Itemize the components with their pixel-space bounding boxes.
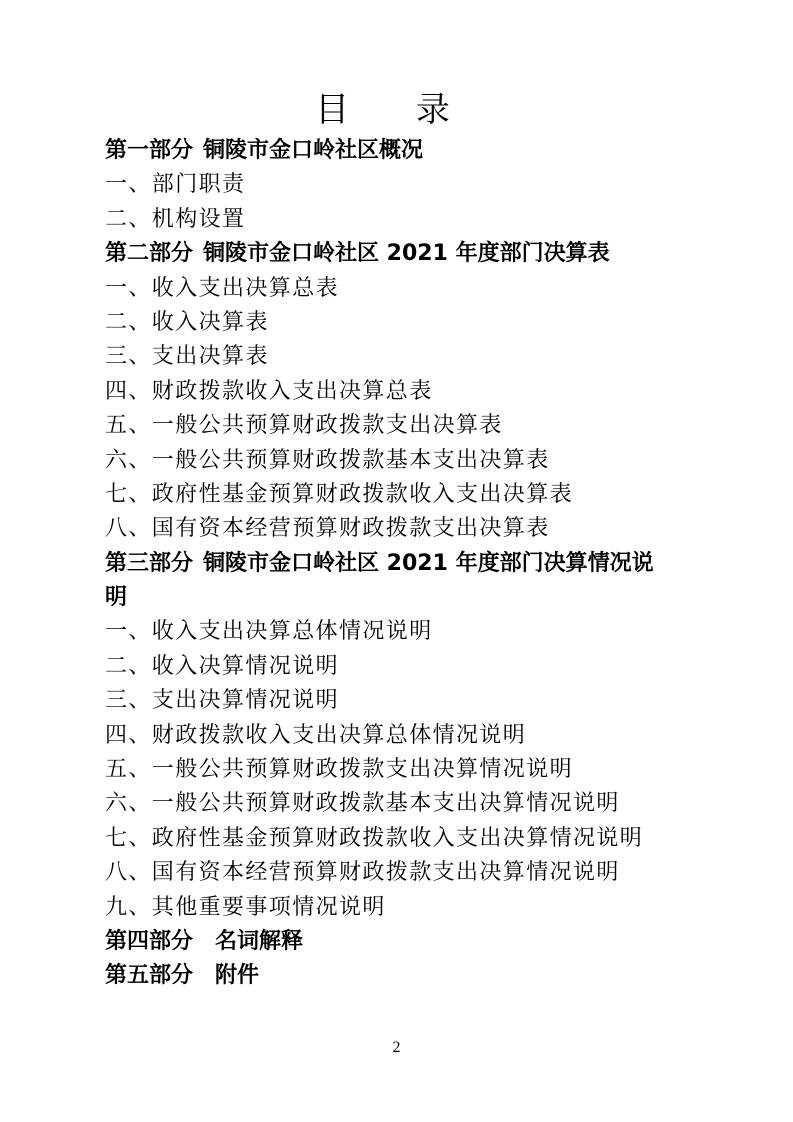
toc-item: 五、一般公共预算财政拨款支出决算情况说明: [105, 757, 574, 783]
table-of-contents: [105, 134, 705, 994]
part-title: 名词解释: [215, 928, 304, 954]
toc-item: 二、机构设置: [105, 206, 246, 232]
part-number: 第一部分: [105, 138, 194, 163]
toc-part-3-continued: 明: [105, 585, 128, 611]
toc-item: 四、财政拨款收入支出决算总表: [105, 378, 433, 404]
toc-part-1: [105, 134, 705, 168]
part-title: 铜陵市金口岭社区 2021 年度部门决算表: [203, 241, 610, 267]
toc-part-3: [105, 547, 705, 581]
page-number: 2: [392, 1039, 401, 1056]
part-number: 第五部分: [105, 963, 194, 989]
toc-item: 八、国有资本经营预算财政拨款支出决算表: [105, 516, 550, 542]
toc-item: 二、收入决算表: [105, 309, 269, 335]
part-title: 铜陵市金口岭社区 2021 年度部门决算情况说: [203, 550, 654, 576]
toc-item: 六、一般公共预算财政拨款基本支出决算表: [105, 447, 550, 473]
toc-item: 三、支出决算情况说明: [105, 688, 340, 714]
toc-item: 四、财政拨款收入支出决算总体情况说明: [105, 722, 527, 748]
toc-item: 三、支出决算表: [105, 344, 269, 370]
toc-part-5: [105, 959, 705, 993]
toc-item: 八、国有资本经营预算财政拨款支出决算情况说明: [105, 860, 620, 886]
toc-item: 一、收入支出决算总体情况说明: [105, 619, 433, 645]
toc-part-2: [105, 237, 705, 271]
toc-item: 一、部门职责: [105, 172, 246, 198]
toc-part-4: [105, 925, 705, 959]
part-number: 第三部分: [105, 550, 194, 576]
part-title: 铜陵市金口岭社区概况: [203, 138, 424, 163]
part-number: 第四部分: [105, 928, 194, 954]
toc-title: 目 录: [315, 90, 478, 130]
toc-item: 五、一般公共预算财政拨款支出决算表: [105, 413, 503, 439]
toc-item: 七、政府性基金预算财政拨款收入支出决算表: [105, 481, 574, 507]
toc-item: 六、一般公共预算财政拨款基本支出决算情况说明: [105, 791, 620, 817]
part-title: 附件: [215, 963, 260, 989]
toc-item: 七、政府性基金预算财政拨款收入支出决算情况说明: [105, 825, 644, 851]
part-number: 第二部分: [105, 241, 194, 267]
toc-item: 九、其他重要事项情况说明: [105, 894, 386, 920]
toc-item: 二、收入决算情况说明: [105, 653, 340, 679]
toc-item: 一、收入支出决算总表: [105, 275, 340, 301]
